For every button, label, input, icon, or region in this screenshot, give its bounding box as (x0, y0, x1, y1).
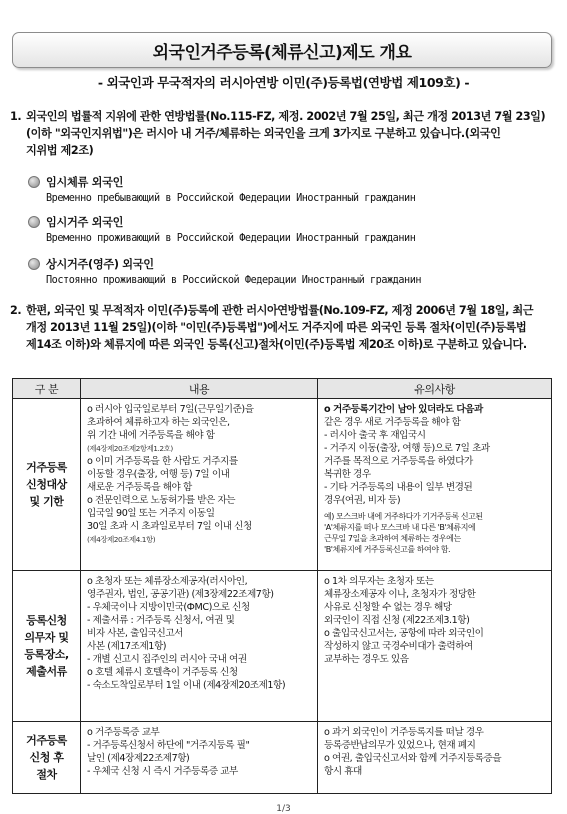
registration-table (12, 378, 552, 794)
row-label (13, 722, 81, 794)
notes-line: - 러시아 출국 후 재입국시 (324, 430, 426, 441)
bullet-circle-icon (28, 258, 40, 270)
notes-line: - 기타 거주등록의 내용이 일부 변경된 (324, 482, 473, 493)
category-label: 임시체류 외국인 (46, 176, 124, 189)
section-2-number: 2. (10, 304, 22, 317)
notes-line: 작성하지 않고 국경수비대가 출력하여 (324, 641, 473, 652)
example-line: 'A'체류지를 떠나 모스크바 내 다른 'B'체류지에 (324, 523, 476, 532)
content-line: o 초청자 또는 체류장소제공자(러시아인, (87, 576, 248, 587)
row-label-line: 및 기한 (29, 495, 64, 508)
notes-line: 외국인이 직접 신청 (제22조제3.1항) (324, 615, 470, 626)
table-header-row (13, 379, 552, 399)
notes-line: o 과거 외국인이 거주등록지를 떠날 경우 (324, 727, 484, 738)
section-2 (10, 302, 550, 353)
content-line: 날인 (제4장제22조제7항) (87, 753, 190, 764)
header-category: 구 분 (13, 379, 81, 399)
content-line: 입국일 90일 또는 거주지 이동일 (87, 508, 215, 519)
section-2-line-3: 제14조 이하)와 체류지에 따른 외국인 등록(신고)절차(이민(주)등록법 제20조 이하)로 구분하고 있습니다. (26, 338, 527, 351)
table-row (13, 399, 552, 571)
table-row (13, 571, 552, 722)
notes-line: 교부하는 경우도 있음 (324, 654, 409, 665)
notes-line: 체류장소제공자 이나, 초청자가 정당한 (324, 589, 476, 600)
section-1-number: 1. (10, 110, 22, 123)
example-line: 예) 모스크바 내에 거주하다가 기거주등록 신고된 (324, 512, 483, 521)
row-content (81, 399, 318, 571)
section-2-line-2: 개정 2013년 11월 25일)(이하 "이민(주)등록법")에서도 거주지에 따른 외국인 등록 절차(이민(주)등록법 (26, 321, 527, 334)
row-notes (318, 399, 552, 571)
content-line: - 개별 신고시 집주인의 러시아 국내 여권 (87, 654, 247, 665)
row-content (81, 722, 318, 794)
row-label-line: 거주등록 (26, 461, 67, 474)
notes-line: o 1차 의무자는 초청자 또는 (324, 576, 434, 587)
content-line: - 제출서류 : 거주등록 신청서, 여권 및 (87, 615, 235, 626)
category-label: 상시거주(영주) 외국인 (46, 258, 154, 271)
category-russian: Постоянно проживающий в Российской Федерации Иностранный гражданин (46, 275, 422, 286)
notes-line: 항시 휴대 (324, 766, 362, 777)
row-label-line: 의무자 및 (24, 631, 69, 644)
row-label-line: 등록장소, (24, 648, 69, 661)
notes-line: 경우(여권, 비자 등) (324, 495, 401, 506)
header-notes: 유의사항 (318, 379, 552, 399)
content-line: 비자 사본, 출입국신고서 (87, 628, 183, 639)
category-permanent-residence (28, 256, 548, 289)
content-line: 위 기간 내에 거주등록을 해야 함 (87, 430, 215, 441)
page-number: 1/3 (276, 804, 291, 814)
content-line: 초과하여 체류하고자 하는 외국인은, (87, 417, 230, 428)
content-line: 영주권자, 법인, 공공기관) (제3장제22조제7항) (87, 589, 274, 600)
content-line: o 러시아 입국일로부터 7일(근무일기준)을 (87, 404, 254, 415)
row-content (81, 571, 318, 722)
category-label: 임시거주 외국인 (46, 216, 124, 229)
bullet-circle-icon (28, 216, 40, 228)
row-label (13, 571, 81, 722)
section-2-line-1: 한편, 외국인 및 무적적자 이민(주)등록에 관한 러시아연방법률(No.109-FZ, 제정 2006년 7월 18일, 최근 (26, 304, 534, 317)
content-line: (제4장제20조제2항제1.2호) (87, 444, 173, 453)
content-line: 새로운 거주등록을 해야 함 (87, 482, 192, 493)
bullet-circle-icon (28, 176, 40, 188)
document-subtitle: - 외국인과 무국적자의 러시아연방 이민(주)등록법(연방법 제109호) - (97, 75, 470, 90)
row-label-line: 절차 (36, 768, 57, 781)
content-line: o 거주등록증 교부 (87, 727, 160, 738)
content-line: - 숙소도착일로부터 1일 이내 (제4장제20조제1항) (87, 680, 286, 691)
content-line: - 우체국이나 지방이민국(ФМС)으로 신청 (87, 602, 250, 613)
notes-line: o 여권, 출입국신고서와 함께 거주지등록증을 (324, 753, 502, 764)
content-line: o 호텔 체류시 호텔측이 거주등록 신청 (87, 667, 238, 678)
notes-line: 사유로 신청할 수 없는 경우 해당 (324, 602, 452, 613)
content-line: - 거주등록신청서 하단에 "거주지등록 필" (87, 740, 250, 751)
notes-line: 거주를 목적으로 거주등록을 하였다가 (324, 456, 473, 467)
notes-line: - 거주지 이동(출장, 여행 등)으로 7일 초과 (324, 443, 490, 454)
content-line: 이동할 경우(출장, 여행 등) 7일 이내 (87, 469, 230, 480)
header-content: 내용 (81, 379, 318, 399)
notes-line: 복귀한 경우 (324, 469, 371, 480)
content-line: o 이미 거주등록을 한 사람도 거주지를 (87, 456, 238, 467)
table-row (13, 722, 552, 794)
row-notes (318, 571, 552, 722)
document-title: 외국인거주등록(체류신고)제도 개요 (152, 42, 412, 63)
row-label-line: 제출서류 (26, 665, 67, 678)
row-label-line: 등록신청 (26, 614, 67, 627)
category-temporary-stay (28, 174, 548, 207)
row-label-line: 거주등록 (26, 734, 67, 747)
category-russian: Временно проживающий в Российской Федерации Иностранный гражданин (46, 233, 416, 244)
document-title-box (12, 32, 552, 68)
row-notes (318, 722, 552, 794)
section-1 (10, 108, 550, 159)
content-line: (제4장제20조제4.1항) (87, 535, 156, 544)
content-line: o 전문인력으로 노동허가를 받은 자는 (87, 495, 236, 506)
example-line: 'B'체류지에 거주등록신고를 하여야 함. (324, 545, 451, 554)
notes-line: 등록증반납의무가 있었으나, 현재 폐지 (324, 740, 476, 751)
notes-line: o 거주등록기간이 남아 있더라도 다음과 (324, 404, 483, 415)
category-temporary-residence (28, 214, 548, 247)
content-line: - 우체국 신청 시 즉시 거주등록증 교부 (87, 766, 238, 777)
row-label (13, 399, 81, 571)
category-russian: Временно пребывающий в Российской Федерации Иностранный гражданин (46, 193, 416, 204)
content-line: 30일 초과 시 초과일로부터 7일 이내 신청 (87, 521, 252, 532)
section-1-line-2: (이하 "외국인지위법")은 러시아 내 거주/체류하는 외국인을 크게 3가지로 구분하고 있습니다.(외국인 (26, 127, 501, 140)
notes-line: 같은 경우 새로 거주등록을 해야 함 (324, 417, 461, 428)
section-1-line-1: 외국인의 법률적 지위에 관한 연방법률(No.115-FZ, 제정. 2002년 7월 25일, 최근 개정 2013년 7월 23일) (26, 110, 546, 123)
row-label-line: 신청대상 (26, 478, 67, 491)
section-1-line-3: 지위법 제2조) (26, 144, 94, 157)
example-line: 근무일 7일을 초과하여 체류하는 경우에는 (324, 534, 461, 543)
notes-line: o 출입국신고서는, 공항에 따라 외국인이 (324, 628, 484, 639)
row-label-line: 신청 후 (29, 751, 64, 764)
content-line: 사본 (제17조제1항) (87, 641, 167, 652)
